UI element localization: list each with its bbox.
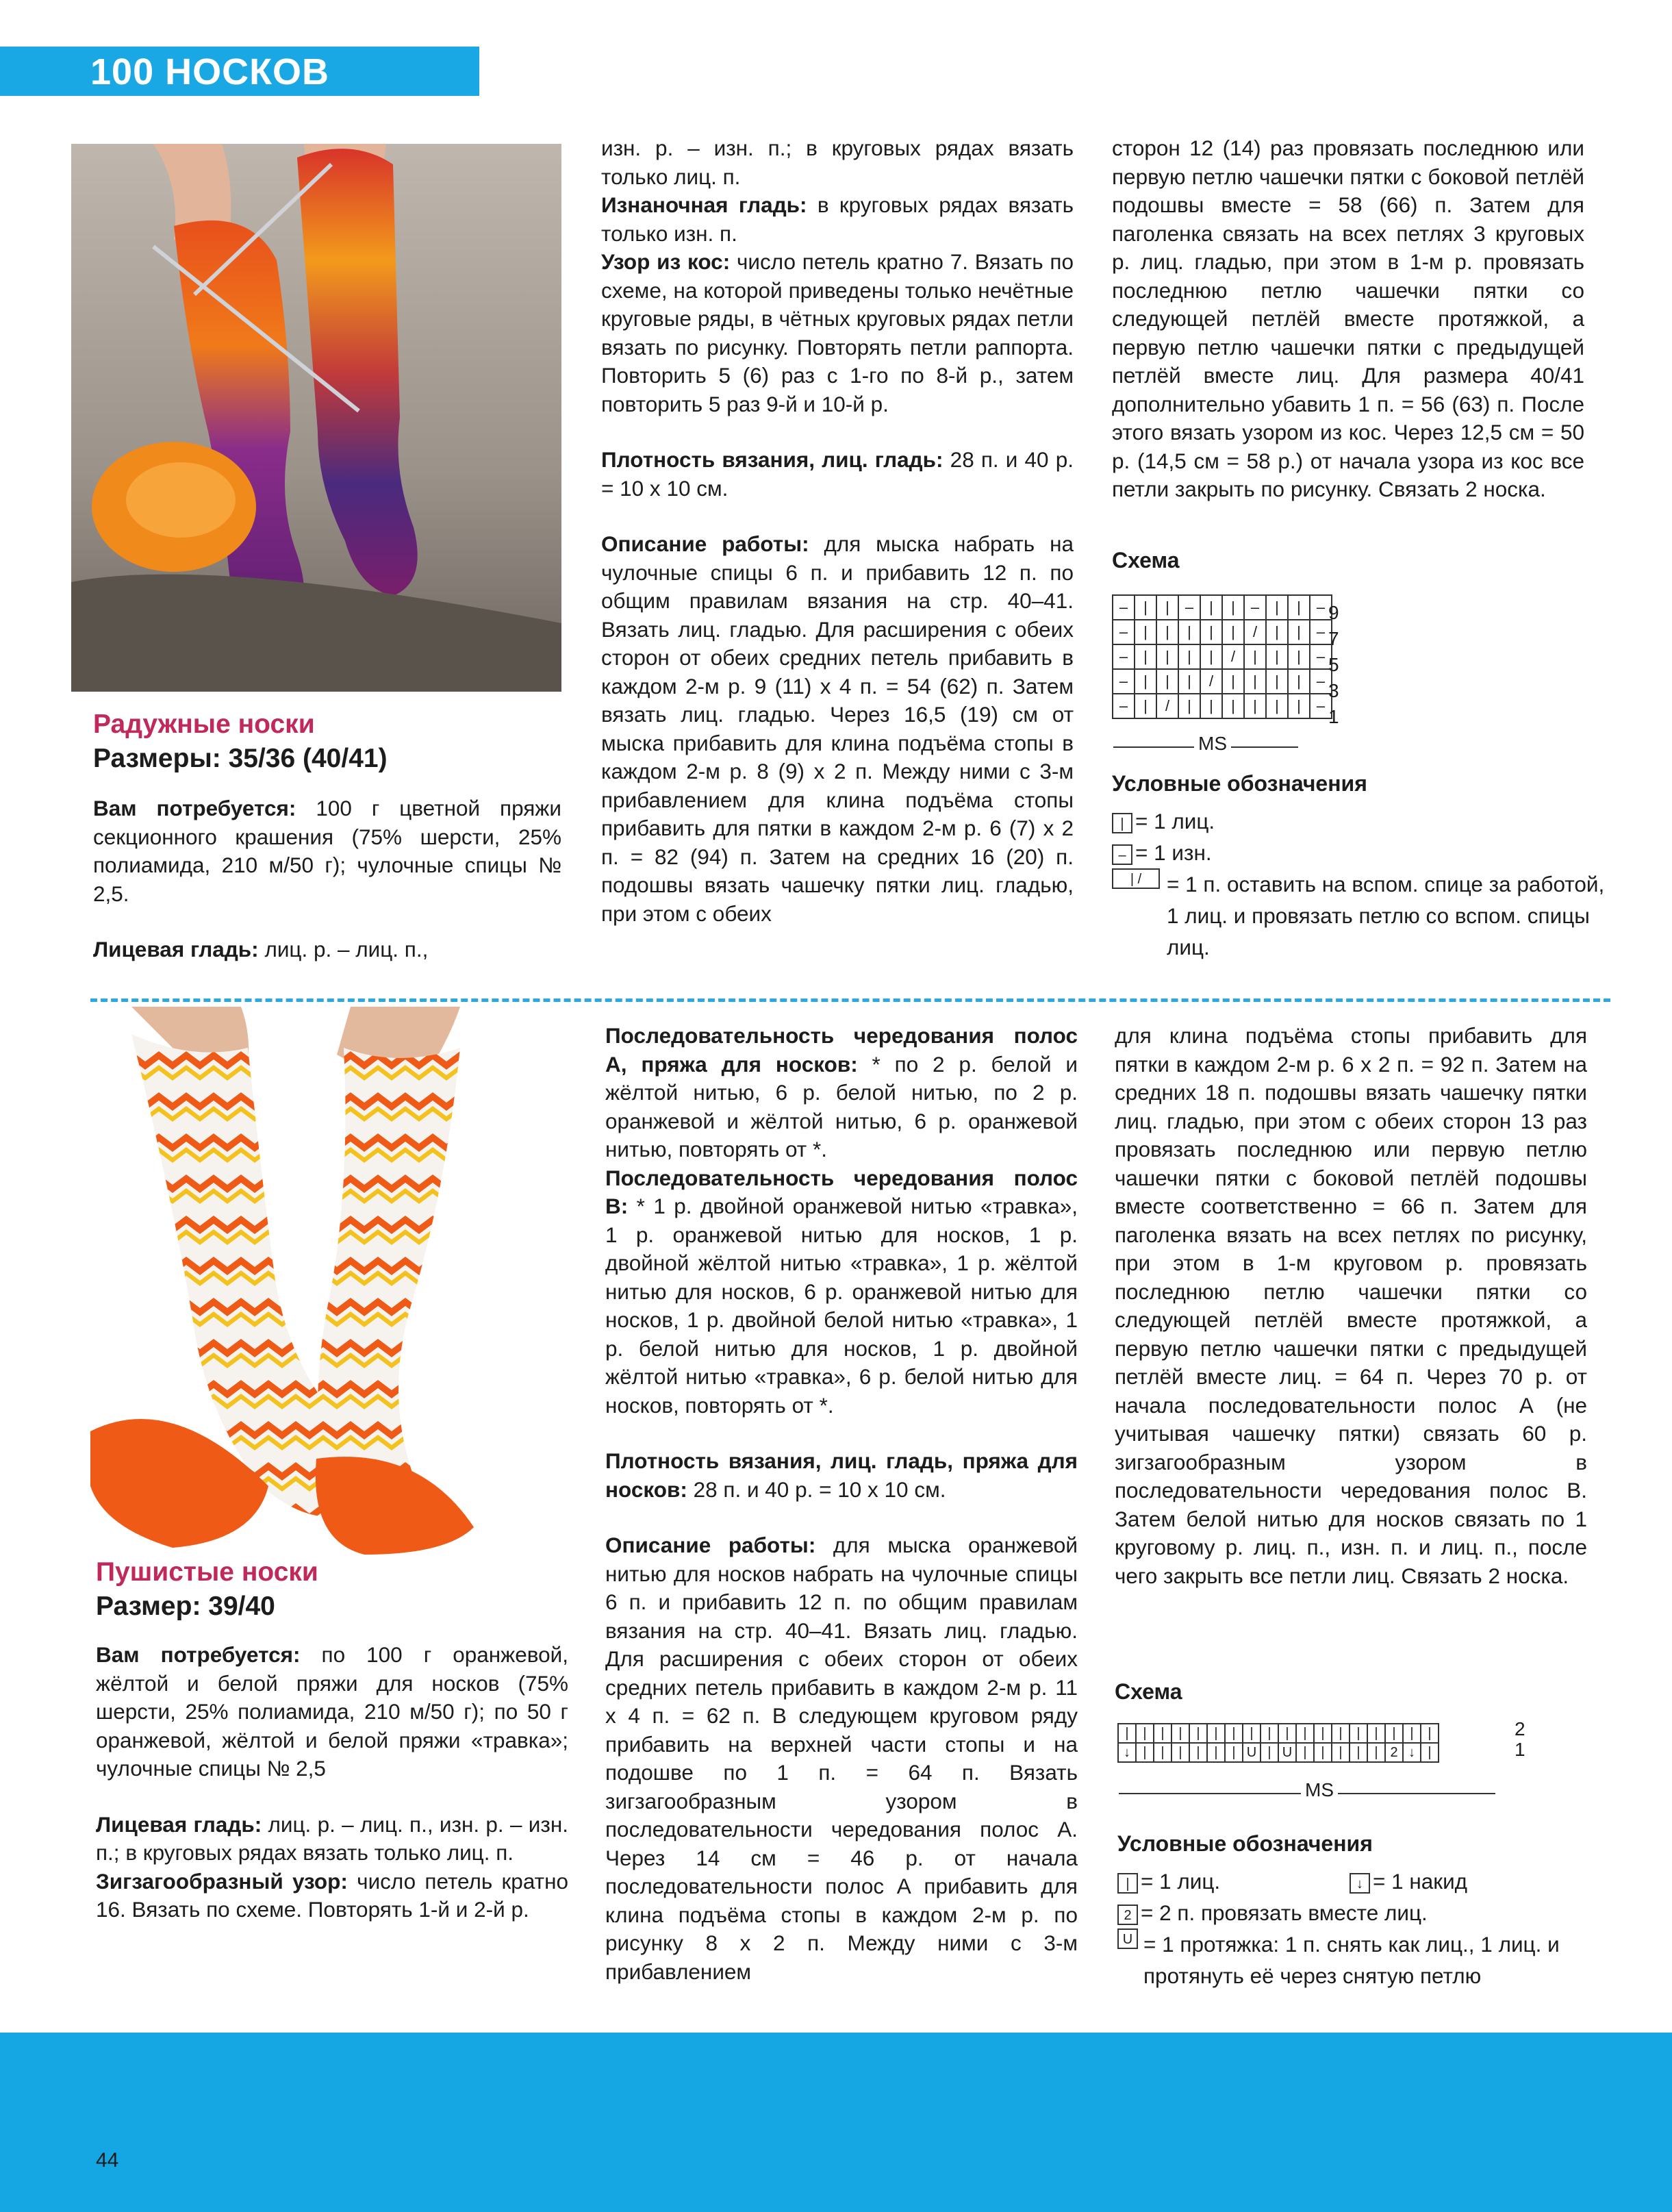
desc-label: Описание работы: [601, 531, 809, 556]
desc-label: Описание работы: [605, 1533, 816, 1557]
legend-item: = 1 накид [1372, 1869, 1468, 1894]
cable-chart: – | | – | | – | | – – | | | | | / | | – – | | | | / | | | – – | | | / | | | | – – | / | | | | | | – [1112, 594, 1332, 719]
article1-legend [1112, 805, 1605, 963]
seqB-label: Последовательность чередования полос В: [605, 1165, 1078, 1218]
row-number: 7 [1328, 628, 1339, 649]
article2-col1 [96, 1641, 568, 1924]
repeat-label: MS [1194, 733, 1231, 755]
yarn-over-icon: ↓ [1350, 1873, 1370, 1894]
article2-legend-title: Условные обозначения [1117, 1831, 1373, 1856]
seqB-text: * 1 р. двойной оранжевой нитью «травка», 1 р. оранжевой нитью для носков, 1 р. двойной жёлтой нитью «травка», 1 р. жёлтой нитью для носков, 6 р. оранжевой нитью для носков, 1 р. двойной белой нитью «травка», 1 р. белой нитью для носков, 1 р. двойной жёлтой нитью «травка», 6 р. белой нитью для носков, повторять от *. [605, 1194, 1078, 1418]
legend-item: = 1 протяжка: 1 п. снять как лиц., 1 лиц. и протянуть её через снятую петлю [1143, 1932, 1560, 1988]
article2-col2 [605, 1022, 1078, 1986]
materials-text: 100 г цветной пряжи секционного крашения (75% шерсти, 25% полиамида, 210 м/50 г); чулочные спицы № 2,5. [93, 796, 561, 906]
stockinette-label: Лицевая гладь: [96, 1811, 262, 1837]
desc-text: для мыска набрать на чулочные спицы 6 п. и прибавить 12 п. по общим правилам вязания на стр. 40–41. Вязать лиц. гладью. Для расширения с обеих сторон от обеих средних петель прибавить в каждом 2-м р. 9 (11) х 4 п. = 54 (62) п. Затем вязать лиц. гладью. Через 16,5 (19) см от мыска прибавить для клина подъёма стопы в каждом 2-м р. 8 (9) х 2 п. Между ними с 3-м прибавлением для клина подъёма стопы прибавить для пятки в каждом 2-м р. 6 (7) х 2 п. = 82 (94) п. Затем на средних 16 (20) п. подошвы вязать чашечку пятки лиц. гладью, при этом с обеих [601, 531, 1074, 926]
stockinette-continued: изн. р. – изн. п.; в круговых рядах вязать только лиц. п. [601, 136, 1074, 189]
knit-symbol-icon: | [1112, 813, 1132, 833]
legend-item: = 1 п. оставить на вспом. спице за работой, 1 лиц. и провязать петлю со вспом. спицы лиц. [1167, 872, 1605, 959]
cable-text: число петель кратно 7. Вязать по схеме, на которой приведены только нечётные круговые ряды, в чётных круговых рядах петли вязать по рисунку. Повторять петли раппорта. Повторить 5 (6) раз с 1-го по 8-й р., затем повторить 5 раз 9-й и 10-й р. [601, 249, 1074, 416]
article1-col1 [93, 794, 561, 964]
materials-label: Вам потребуется: [96, 1642, 301, 1667]
article2-size: Размер: 39/40 [96, 1592, 275, 1621]
zigzag-label: Зигзагообразный узор: [96, 1868, 348, 1894]
row-number: 5 [1328, 654, 1339, 675]
article2-chart-title: Схема [1115, 1679, 1182, 1704]
article1-col3-text: сторон 12 (14) раз провязать последнюю или первую петлю чашечки пятки с боковой петлёй подошвы вместе = 58 (66) п. Затем для паголенка связать на всех петлях 3 круговых р. лиц. гладью, при этом в 1-м р. провязать последнюю петлю чашечки пятки со следующей петлёй вместе протяжкой, а первую петлю чашечки пятки с предыдущей петлёй вместе лиц. Для размера 40/41 дополнительно убавить 1 п. = 56 (63) п. После этого вязать узором из кос. Через 12,5 см = 50 р. (14,5 см = 58 р.) от начала узора из кос все петли закрыть по рисунку. Связать 2 носка. [1112, 136, 1584, 501]
reverse-label: Изнаночная гладь: [601, 192, 807, 217]
materials-label: Вам потребуется: [93, 796, 296, 820]
row-number: 1 [1515, 1739, 1525, 1760]
article1-col2 [601, 134, 1074, 928]
desc-text: для мыска оранжевой нитью для носков набрать на чулочные спицы 6 п. и прибавить 12 п. по общим правилам вязания на стр. 40–41. Вязать лиц. гладью. Для расширения с обеих сторон от обеих средних петель прибавить в каждом 2-м р. 11 х 4 п. = 62 п. В следующем круговом ряду прибавить на верхней части стопы и на подошве по 1 п. = 64 п. Вязать зигзагообразным узором в последовательности чередования полос А. Через 14 см = 46 р. от начала последовательности полос А прибавить для клина подъёма стопы в каждом 2-м р. по рисунку 8 х 2 п. Между ними с 3-м прибавлением [605, 1533, 1078, 1984]
k2tog-icon: 2 [1117, 1905, 1138, 1925]
legend-item: = 2 п. провязать вместе лиц. [1141, 1900, 1428, 1925]
gauge-text: 28 п. и 40 р. = 10 х 10 см. [693, 1476, 946, 1502]
row-number: 2 [1515, 1718, 1525, 1739]
gauge-label: Плотность вязания, лиц. гладь, пряжа для носков: [605, 1448, 1078, 1502]
footer-bar [0, 2033, 1672, 2212]
article1-legend-title: Условные обозначения [1112, 771, 1367, 796]
row-number: 3 [1328, 680, 1339, 701]
article1-col3 [1112, 134, 1584, 504]
page-number: 44 [96, 2149, 119, 2172]
page-header-title: 100 НОСКОВ [90, 51, 330, 92]
article1-chart-title: Схема [1112, 548, 1180, 573]
slip-knit-pass-icon: U [1117, 1928, 1138, 1949]
legend-item: = 1 изн. [1135, 840, 1212, 865]
repeat-label: MS [1301, 1779, 1338, 1801]
zigzag-chart: | | | | | | | | | | | | | | | | | | ↓ | | | | | | U | U | | | | | 2 ↓ | [1117, 1723, 1439, 1763]
gauge-text: 28 п. и 40 р. = 10 х 10 см. [601, 447, 1074, 501]
gauge-label: Плотность вязания, лиц. гладь: [601, 447, 943, 472]
article2-col3 [1115, 1022, 1587, 1590]
legend-item: = 1 лиц. [1141, 1869, 1221, 1894]
fluffy-socks-photo [90, 1007, 542, 1555]
knit-symbol-icon: | [1117, 1873, 1138, 1894]
section-separator [90, 998, 1610, 1002]
purl-symbol-icon: – [1112, 844, 1132, 865]
cable-label: Узор из кос: [601, 249, 731, 274]
zigzag-chart-row-numbers [1515, 1719, 1525, 1760]
stockinette-text: лиц. р. – лиц. п., [264, 937, 429, 962]
rainbow-socks-photo [71, 144, 561, 692]
row-number: 9 [1328, 602, 1339, 623]
row-number: 1 [1328, 706, 1339, 727]
zigzag-text: число петель кратно 16. Вязать по схеме. Повторять 1-й и 2-й р. [96, 1868, 568, 1922]
reverse-text: в круговых рядах вязать только изн. п. [601, 192, 1074, 246]
stockinette-label: Лицевая гладь: [93, 937, 259, 962]
legend-item: = 1 лиц. [1135, 809, 1215, 833]
article2-title: Пушистые носки [96, 1557, 318, 1587]
seqA-text: * по 2 р. белой и жёлтой нитью, 6 р. белой нитью, по 2 р. оранжевой и жёлтой нитью, 6 р. оранжевой нитью, повторять от *. [605, 1051, 1078, 1161]
cable-symbol-icon: | / [1112, 868, 1160, 889]
materials-text: по 100 г оранжевой, жёлтой и белой пряжи для носков (75% шерсти, 25% полиамида, 210 м/50 г); по 50 г оранжевой, жёлтой и белой пряжи «травка»; чулочные спицы № 2,5 [96, 1642, 568, 1781]
article1-sizes: Размеры: 35/36 (40/41) [93, 744, 388, 773]
stockinette-text: лиц. р. – лиц. п., изн. р. – изн. п.; в круговых рядах вязать только лиц. п. [96, 1811, 568, 1865]
article2-col3-text: для клина подъёма стопы прибавить для пятки в каждом 2-м р. 6 х 2 п. = 92 п. Затем на средних 18 п. подошвы вязать чашечку пятки лиц. гладью, при этом с обеих сторон 13 раз провязать последнюю или первую петлю чашечки пятки с боковой петлёй подошвы вместе соответственно = 66 п. Затем для паголенка вязать на всех петлях по рисунку, при этом в 1-м круговом р. провязать последнюю петлю чашечки пятки со следующей петлёй вместе протяжкой, а первую петлю чашечки пятки с предыдущей петлёй вместе лиц. = 64 п. Через 70 р. от начала последовательности полос А (не учитывая чашечку пятки) связать 60 р. зигзагообразным узором в последовательности чередования полос В. Затем белой нитью для носков связать по 1 круговому р. лиц. п., изн. п. и лиц. п., после чего закрыть все петли лиц. Связать 2 носка. [1115, 1023, 1587, 1588]
cable-chart-row-numbers [1328, 600, 1339, 730]
article2-legend [1117, 1865, 1610, 1991]
seqA-label: Последовательность чередования полос А, пряжа для носков: [605, 1023, 1078, 1077]
article1-title: Радужные носки [93, 709, 315, 739]
